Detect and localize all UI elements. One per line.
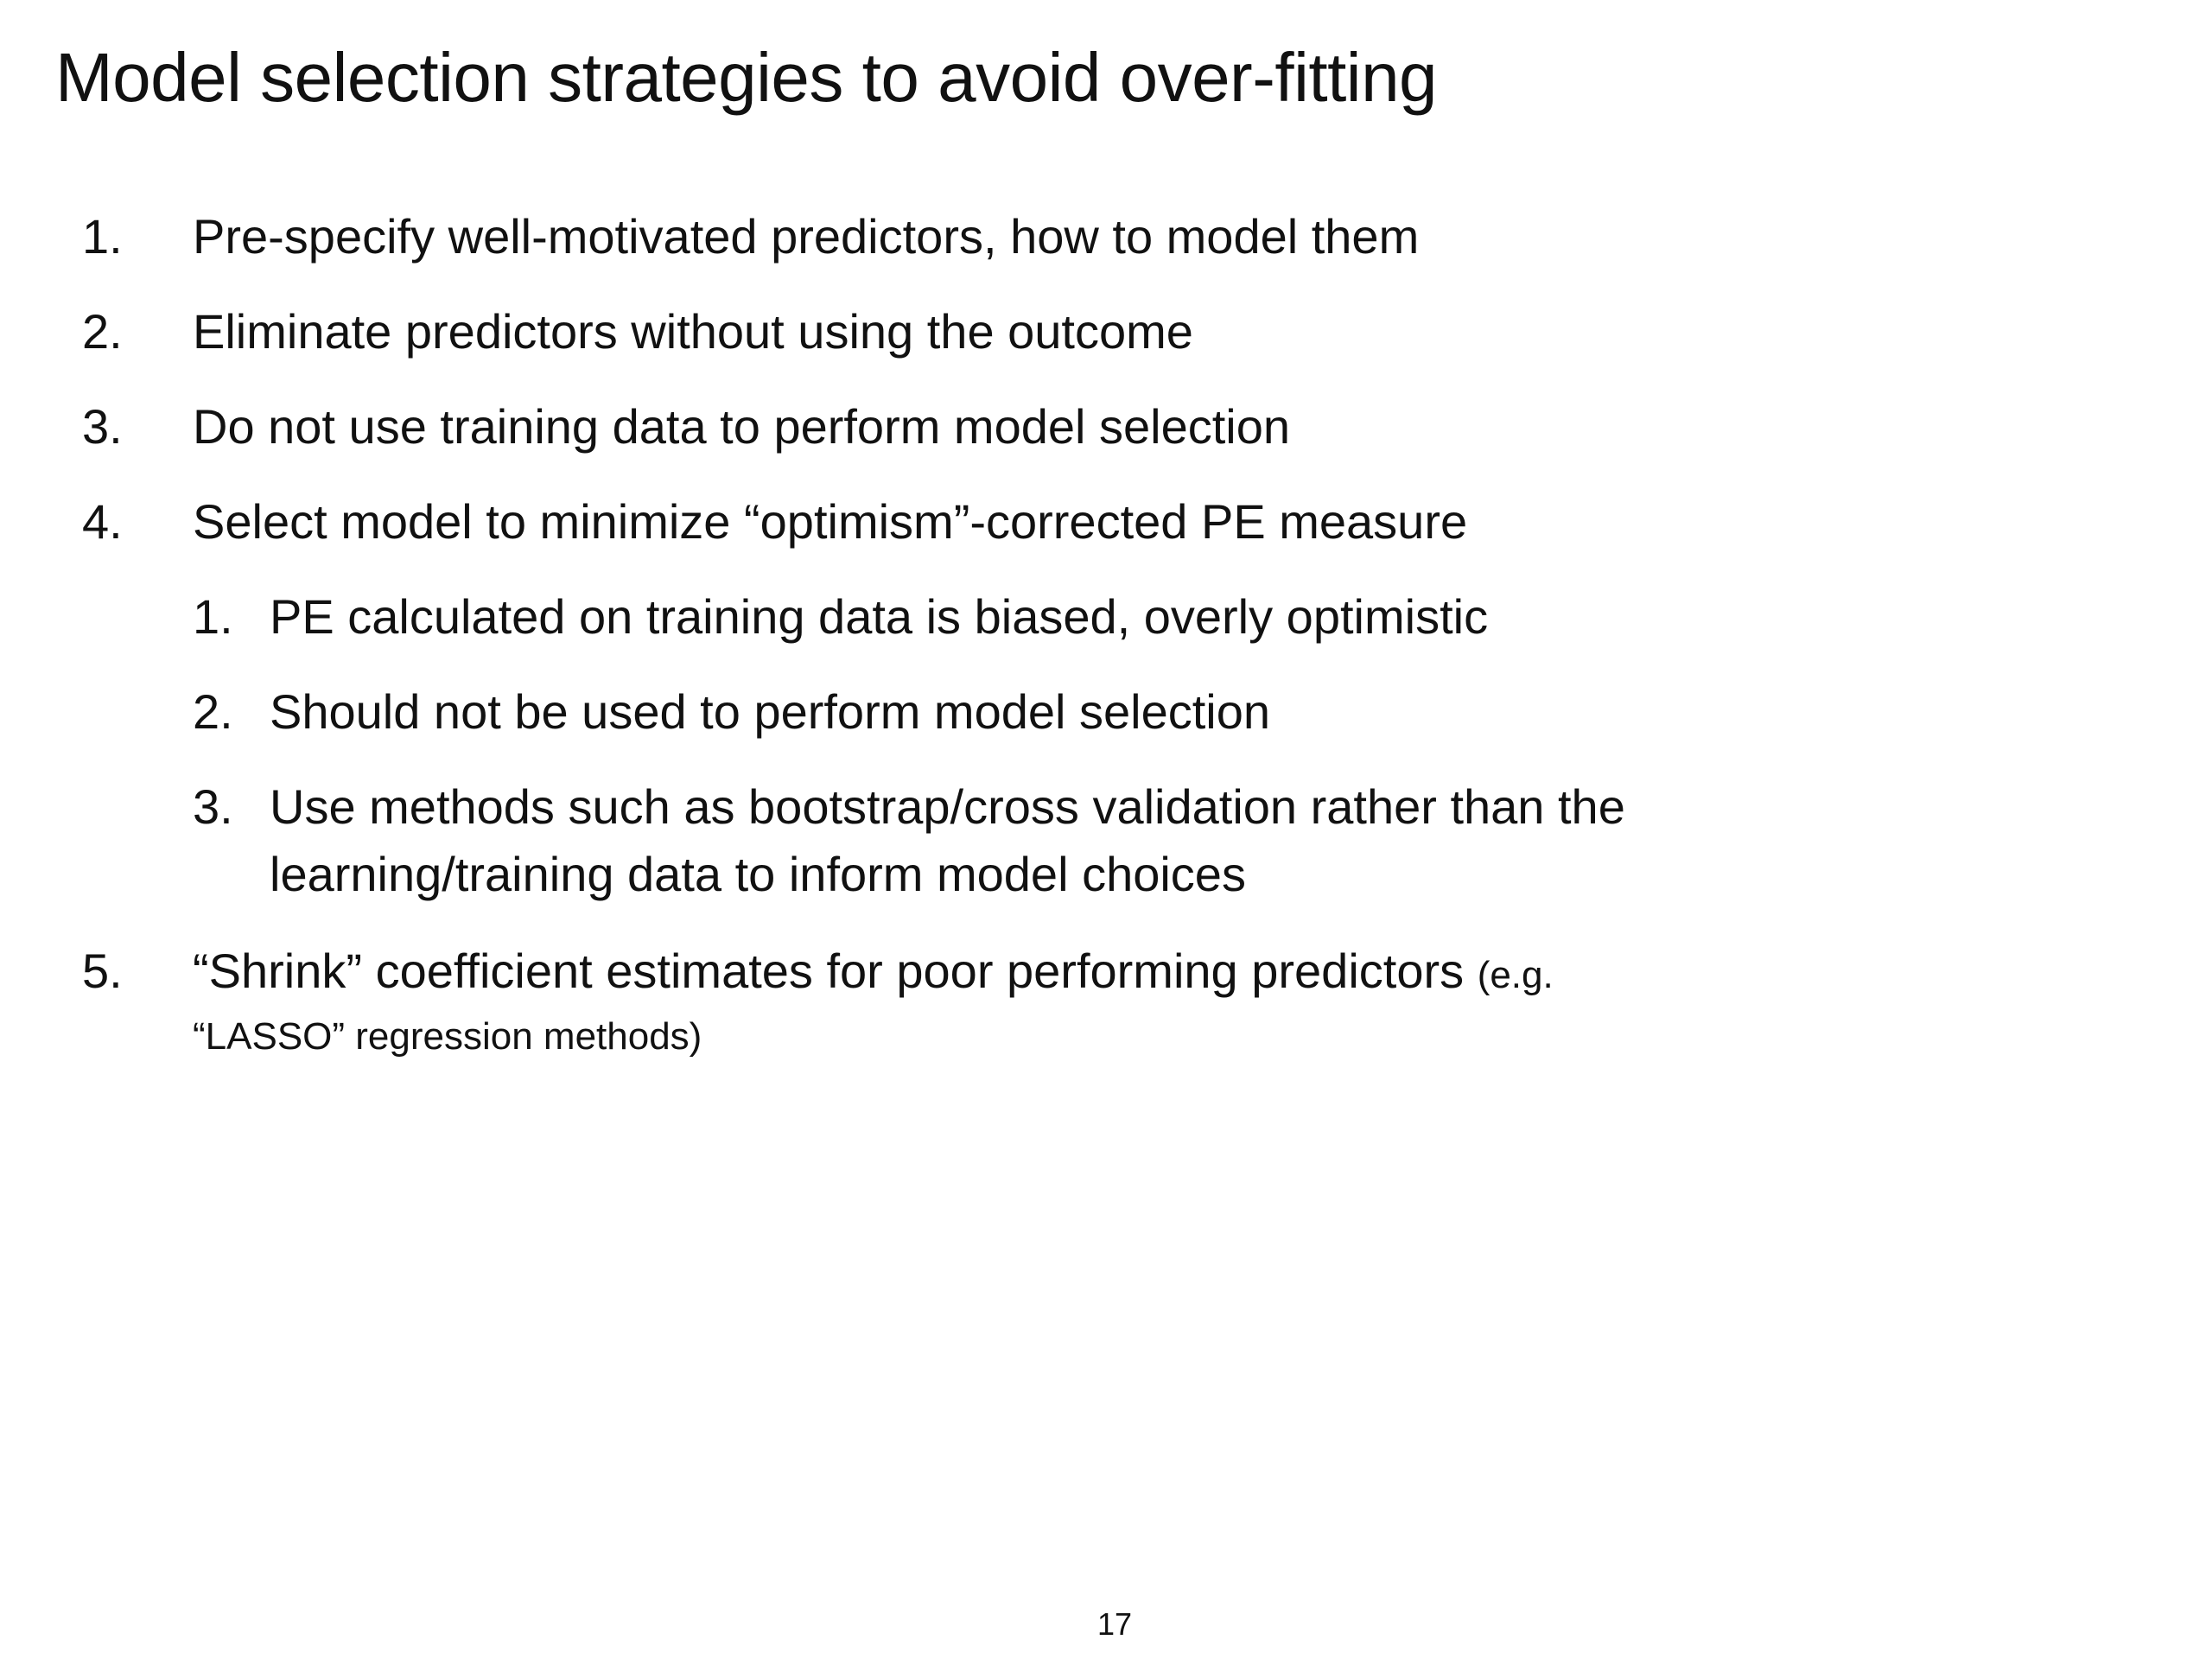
sub-list-text: PE calculated on training data is biased, overly optimistic bbox=[270, 589, 1489, 644]
sub-list-number: 1. bbox=[193, 589, 233, 644]
sub-list-text: Should not be used to perform model selection bbox=[270, 684, 1271, 739]
list-text: Eliminate predictors without using the outcome bbox=[193, 304, 1193, 359]
list-number: 3. bbox=[82, 399, 123, 454]
list-text: Pre-specify well-motivated predictors, how to model them bbox=[193, 209, 1420, 264]
list-number: 5. bbox=[82, 944, 123, 998]
list-number: 1. bbox=[82, 209, 123, 264]
list-note-continued: “LASSO” regression methods) bbox=[193, 1015, 702, 1058]
list-text: Do not use training data to perform model selection bbox=[193, 399, 1291, 454]
sub-list-number: 2. bbox=[193, 684, 233, 739]
slide-title: Model selection strategies to avoid over-fitting bbox=[55, 39, 1438, 116]
list-text-main: “Shrink” coefficient estimates for poor performing predictors bbox=[193, 944, 1465, 998]
list-note-start: (e.g. bbox=[1477, 954, 1554, 996]
list-number: 4. bbox=[82, 494, 123, 549]
page-number: 17 bbox=[1096, 1606, 1133, 1642]
sub-list-text: Use methods such as bootstrap/cross validation rather than the bbox=[270, 779, 1625, 834]
list-text: Select model to minimize “optimism”-corrected PE measure bbox=[193, 494, 1468, 549]
sub-list-text-continued: learning/training data to inform model choices bbox=[270, 847, 1246, 901]
list-number: 2. bbox=[82, 304, 123, 359]
list-text bbox=[193, 938, 1554, 1008]
sub-list-number: 3. bbox=[193, 779, 233, 834]
